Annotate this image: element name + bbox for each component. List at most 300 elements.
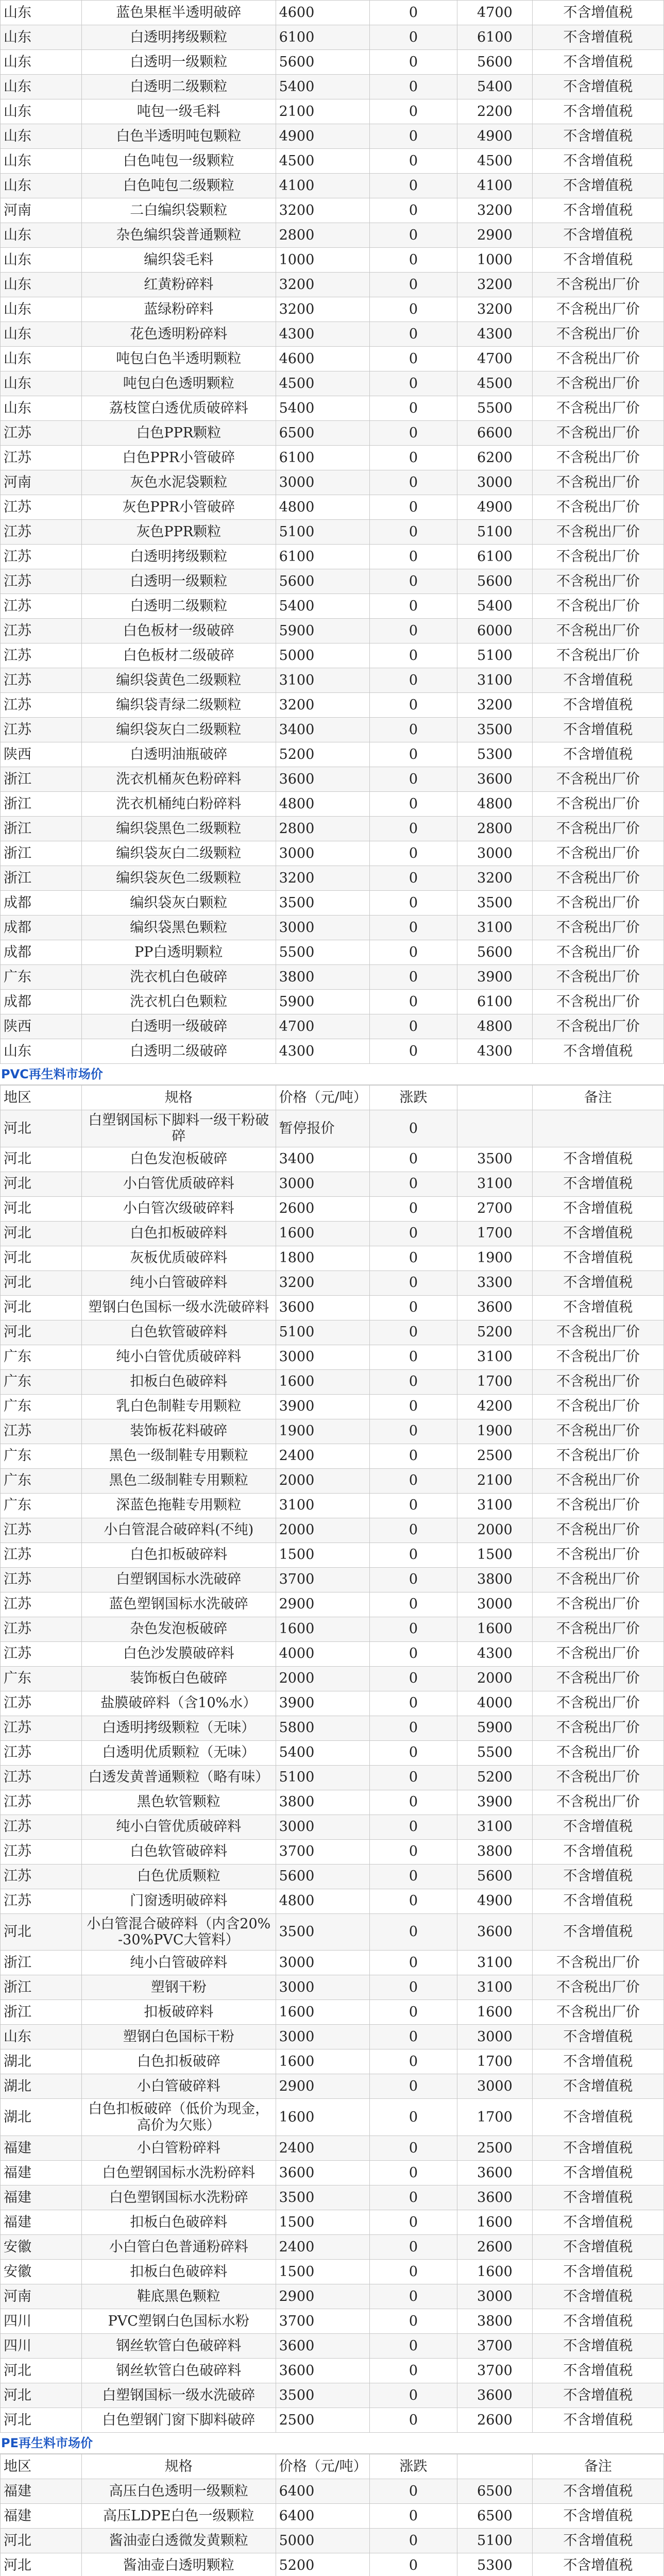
price-cell: 2900	[276, 1592, 369, 1617]
spec-cell: 小白管次级破碎料	[81, 1196, 276, 1221]
ref-price-cell: 4100	[457, 174, 532, 198]
region-cell: 山东	[1, 248, 82, 273]
ref-price-cell	[457, 1110, 532, 1147]
note-cell: 不含税出厂价	[532, 594, 663, 619]
table-row	[1, 520, 664, 545]
note-cell: 不含税出厂价	[532, 273, 663, 297]
spec-cell: 塑钢白色国标干粉	[81, 2025, 276, 2049]
change-cell: 0	[369, 198, 457, 223]
ref-price-cell: 5500	[457, 1740, 532, 1765]
price-cell: 3000	[276, 1951, 369, 1975]
price-cell: 2900	[276, 2074, 369, 2099]
ref-price-cell: 4700	[457, 347, 532, 371]
spec-cell: 黑色二级制鞋专用颗粒	[81, 1468, 276, 1493]
spec-cell: 小白管混合破碎料（内含20%-30%PVC大管料）	[81, 1913, 276, 1951]
price-cell: 3600	[276, 767, 369, 792]
ref-price-cell: 3200	[457, 297, 532, 322]
region-cell: 江苏	[1, 1815, 82, 1839]
spec-cell: 扣板白色破碎料	[81, 2259, 276, 2284]
note-cell: 不含税出厂价	[532, 1345, 663, 1369]
spec-cell: 高压白色透明一级颗粒	[81, 2479, 276, 2503]
ref-price-cell: 5400	[457, 594, 532, 619]
region-cell: 广东	[1, 965, 82, 990]
spec-cell: 白透明二级破碎	[81, 1039, 276, 1064]
ref-price-cell: 3500	[457, 718, 532, 742]
ref-price-cell: 5600	[457, 50, 532, 75]
table-row	[1, 2383, 664, 2408]
ref-price-cell: 2000	[457, 1666, 532, 1691]
note-cell: 不含税出厂价	[532, 347, 663, 371]
price-cell: 1600	[276, 2000, 369, 2025]
change-cell: 0	[369, 1617, 457, 1641]
table-row	[1, 1543, 664, 1567]
ref-price-cell: 3000	[457, 1592, 532, 1617]
spec-cell: 塑钢干粉	[81, 1975, 276, 2000]
price-cell: 3200	[276, 866, 369, 891]
spec-cell: 杂色编织袋普通颗粒	[81, 223, 276, 248]
spec-cell: 红黄粉碎料	[81, 273, 276, 297]
change-cell: 0	[369, 1975, 457, 2000]
spec-cell: 白透明油瓶破碎	[81, 742, 276, 767]
table-row	[1, 1765, 664, 1790]
change-cell: 0	[369, 1765, 457, 1790]
table-row	[1, 1617, 664, 1641]
ref-price-cell: 5300	[457, 742, 532, 767]
change-cell: 0	[369, 1246, 457, 1270]
table-row	[1, 273, 664, 297]
ref-price-cell: 3100	[457, 1975, 532, 2000]
ref-price-cell: 3100	[457, 1345, 532, 1369]
table-row	[1, 2553, 664, 2576]
price-cell: 5400	[276, 396, 369, 421]
ref-price-cell: 4000	[457, 1691, 532, 1716]
table-row	[1, 1369, 664, 1394]
price-cell: 4600	[276, 1, 369, 25]
price-cell: 5400	[276, 1740, 369, 1765]
note-cell: 不含税出厂价	[532, 1419, 663, 1444]
change-cell: 0	[369, 1740, 457, 1765]
ref-price-cell: 3800	[457, 2309, 532, 2333]
note-cell: 不含税出厂价	[532, 1716, 663, 1740]
price-cell: 4500	[276, 371, 369, 396]
spec-cell: 白塑钢国标水洗破碎	[81, 1567, 276, 1592]
note-cell: 不含税出厂价	[532, 1691, 663, 1716]
change-cell: 0	[369, 347, 457, 371]
change-cell: 0	[369, 1790, 457, 1815]
table-row	[1, 421, 664, 446]
note-cell: 不含税出厂价	[532, 470, 663, 495]
price-cell: 3800	[276, 1790, 369, 1815]
change-cell: 0	[369, 1691, 457, 1716]
note-cell: 不含增值税	[532, 99, 663, 124]
region-cell: 浙江	[1, 1975, 82, 2000]
table-row	[1, 668, 664, 693]
spec-cell: 白透明拷级颗粒（无味）	[81, 1716, 276, 1740]
price-cell: 4600	[276, 347, 369, 371]
change-cell: 0	[369, 2210, 457, 2234]
spec-cell: 编织袋灰白二级颗粒	[81, 718, 276, 742]
spec-cell: 蓝色塑钢国标水洗破碎	[81, 1592, 276, 1617]
note-cell: 不含税出厂价	[532, 940, 663, 965]
price-cell: 1600	[276, 1369, 369, 1394]
note-cell: 不含税出厂价	[532, 1790, 663, 1815]
note-cell: 不含增值税	[532, 2049, 663, 2074]
column-header: 涨跌	[369, 2454, 457, 2479]
ref-price-cell: 6100	[457, 25, 532, 50]
change-cell: 0	[369, 1014, 457, 1039]
price-cell: 3400	[276, 718, 369, 742]
table-row	[1, 742, 664, 767]
spec-cell: 吨包一级毛料	[81, 99, 276, 124]
ref-price-cell: 3100	[457, 1172, 532, 1196]
spec-cell: 杂色发泡板破碎	[81, 1617, 276, 1641]
region-cell: 江苏	[1, 1740, 82, 1765]
change-cell: 0	[369, 1270, 457, 1295]
note-cell: 不含增值税	[532, 668, 663, 693]
price-cell: 2500	[276, 2408, 369, 2432]
table-row	[1, 322, 664, 347]
spec-cell: 白色扣板破碎料	[81, 1543, 276, 1567]
note-cell: 不含增值税	[532, 2160, 663, 2185]
note-cell: 不含增值税	[532, 2185, 663, 2210]
price-cell: 6400	[276, 2479, 369, 2503]
note-cell: 不含税出厂价	[532, 446, 663, 470]
spec-cell: 白色沙发膜破碎料	[81, 1641, 276, 1666]
table-row	[1, 198, 664, 223]
table-row	[1, 718, 664, 742]
change-cell: 0	[369, 371, 457, 396]
region-cell: 河北	[1, 2358, 82, 2383]
region-cell: 江苏	[1, 1790, 82, 1815]
note-cell: 不含增值税	[532, 2503, 663, 2528]
spec-cell: 编织袋灰色二级颗粒	[81, 866, 276, 891]
price-cell: 3000	[276, 1975, 369, 2000]
spec-cell: 白透明一级颗粒	[81, 569, 276, 594]
table-row	[1, 1295, 664, 1320]
note-cell: 不含增值税	[532, 50, 663, 75]
ref-price-cell: 3600	[457, 1295, 532, 1320]
price-cell: 5600	[276, 569, 369, 594]
ref-price-cell: 2700	[457, 1196, 532, 1221]
spec-cell: 白色塑钢国标水洗粉碎	[81, 2185, 276, 2210]
section-title: PVC再生料市场价	[0, 1064, 664, 1085]
region-cell: 河北	[1, 1196, 82, 1221]
region-cell: 广东	[1, 1444, 82, 1468]
spec-cell: 白色扣板破碎料	[81, 1221, 276, 1246]
region-cell: 四川	[1, 2333, 82, 2358]
note-cell: 不含税出厂价	[532, 1320, 663, 1345]
region-cell: 成都	[1, 990, 82, 1014]
change-cell: 0	[369, 2503, 457, 2528]
price-cell: 2600	[276, 1196, 369, 1221]
region-cell: 江苏	[1, 1518, 82, 1543]
note-cell: 不含增值税	[532, 1221, 663, 1246]
change-cell: 0	[369, 2358, 457, 2383]
ref-price-cell: 4800	[457, 1014, 532, 1039]
note-cell: 不含税出厂价	[532, 1740, 663, 1765]
price-cell: 3000	[276, 1345, 369, 1369]
change-cell: 0	[369, 965, 457, 990]
change-cell: 0	[369, 940, 457, 965]
price-cell: 5200	[276, 742, 369, 767]
ref-price-cell: 4900	[457, 495, 532, 520]
table-row	[1, 174, 664, 198]
change-cell: 0	[369, 619, 457, 643]
region-cell: 湖北	[1, 2074, 82, 2099]
table-row	[1, 2210, 664, 2234]
spec-cell: 小白管白色普通粉碎料	[81, 2234, 276, 2259]
region-cell: 山东	[1, 347, 82, 371]
ref-price-cell: 5400	[457, 75, 532, 99]
ref-price-cell: 2900	[457, 223, 532, 248]
table-row	[1, 396, 664, 421]
price-cell: 3500	[276, 2383, 369, 2408]
region-cell: 山东	[1, 273, 82, 297]
note-cell: 不含税出厂价	[532, 817, 663, 841]
ref-price-cell: 3800	[457, 1567, 532, 1592]
note-cell: 不含税出厂价	[532, 891, 663, 916]
price-cell: 1500	[276, 1543, 369, 1567]
region-cell: 山东	[1, 25, 82, 50]
note-cell: 不含增值税	[532, 25, 663, 50]
spec-cell: 灰色PPR小管破碎	[81, 495, 276, 520]
change-cell: 0	[369, 2234, 457, 2259]
region-cell: 江苏	[1, 495, 82, 520]
note-cell: 不含税出厂价	[532, 916, 663, 940]
table-row	[1, 50, 664, 75]
region-cell: 河北	[1, 1270, 82, 1295]
price-cell: 2800	[276, 223, 369, 248]
change-cell: 0	[369, 2136, 457, 2160]
change-cell: 0	[369, 1196, 457, 1221]
price-cell: 3500	[276, 891, 369, 916]
region-cell: 江苏	[1, 1716, 82, 1740]
spec-cell: 荔枝筐白透优质破碎料	[81, 396, 276, 421]
change-cell: 0	[369, 1147, 457, 1172]
note-cell: 不含增值税	[532, 1172, 663, 1196]
price-cell: 3100	[276, 1493, 369, 1518]
spec-cell: 编织袋毛料	[81, 248, 276, 273]
spec-cell: 白透明一级颗粒	[81, 50, 276, 75]
note-cell: 不含增值税	[532, 1196, 663, 1221]
region-cell: 山东	[1, 124, 82, 149]
region-cell: 浙江	[1, 767, 82, 792]
ref-price-cell: 3200	[457, 693, 532, 718]
region-cell: 江苏	[1, 1543, 82, 1567]
column-header: 备注	[532, 2454, 663, 2479]
price-cell: 4000	[276, 1641, 369, 1666]
change-cell: 0	[369, 396, 457, 421]
spec-cell: 白透明拷级颗粒	[81, 25, 276, 50]
ref-price-cell: 3300	[457, 1270, 532, 1295]
table-row	[1, 1320, 664, 1345]
price-cell: 5000	[276, 643, 369, 668]
change-cell: 0	[369, 891, 457, 916]
note-cell: 不含增值税	[532, 1147, 663, 1172]
price-cell: 2000	[276, 1666, 369, 1691]
price-cell: 3500	[276, 2185, 369, 2210]
price-cell: 5200	[276, 2553, 369, 2576]
spec-cell: 钢丝软管白色破碎料	[81, 2358, 276, 2383]
region-cell: 江苏	[1, 594, 82, 619]
price-cell: 1900	[276, 1419, 369, 1444]
change-cell: 0	[369, 99, 457, 124]
region-cell: 成都	[1, 916, 82, 940]
region-cell: 江苏	[1, 1641, 82, 1666]
spec-cell: 小白管优质破碎料	[81, 1172, 276, 1196]
spec-cell: 灰板优质破碎料	[81, 1246, 276, 1270]
region-cell: 山东	[1, 297, 82, 322]
price-cell: 5400	[276, 594, 369, 619]
table-row	[1, 545, 664, 569]
ref-price-cell: 3100	[457, 668, 532, 693]
price-cell: 5600	[276, 1864, 369, 1889]
price-cell: 3200	[276, 1270, 369, 1295]
note-cell: 不含税出厂价	[532, 396, 663, 421]
spec-cell: 白色软管破碎料	[81, 1839, 276, 1864]
price-cell: 5500	[276, 940, 369, 965]
price-cell: 3200	[276, 297, 369, 322]
change-cell: 0	[369, 866, 457, 891]
spec-cell: 小白管粉碎料	[81, 2136, 276, 2160]
region-cell: 江苏	[1, 1839, 82, 1864]
change-cell: 0	[369, 1320, 457, 1345]
region-cell: 山东	[1, 2025, 82, 2049]
price-cell: 3200	[276, 273, 369, 297]
change-cell: 0	[369, 1444, 457, 1468]
region-cell: 山东	[1, 1039, 82, 1064]
ref-price-cell: 4300	[457, 1641, 532, 1666]
change-cell: 0	[369, 1889, 457, 1913]
spec-cell: PP白透明颗粒	[81, 940, 276, 965]
note-cell: 不含税出厂价	[532, 545, 663, 569]
price-cell: 3200	[276, 693, 369, 718]
note-cell: 不含增值税	[532, 1295, 663, 1320]
price-cell: 2400	[276, 2136, 369, 2160]
spec-cell: 纯小白管破碎料	[81, 1951, 276, 1975]
note-cell: 不含增值税	[532, 1246, 663, 1270]
region-cell: 四川	[1, 2309, 82, 2333]
region-cell: 广东	[1, 1345, 82, 1369]
table-row	[1, 619, 664, 643]
ref-price-cell: 6500	[457, 2479, 532, 2503]
ref-price-cell: 1700	[457, 2049, 532, 2074]
change-cell: 0	[369, 1039, 457, 1064]
region-cell: 江苏	[1, 1765, 82, 1790]
region-cell: 山东	[1, 371, 82, 396]
ref-price-cell: 5100	[457, 520, 532, 545]
ref-price-cell: 6500	[457, 2503, 532, 2528]
region-cell: 湖北	[1, 2049, 82, 2074]
change-cell: 0	[369, 2479, 457, 2503]
ref-price-cell: 6100	[457, 545, 532, 569]
column-header	[457, 1086, 532, 1110]
table-row	[1, 2000, 664, 2025]
price-cell: 4700	[276, 1014, 369, 1039]
table-row	[1, 1815, 664, 1839]
note-cell: 不含税出厂价	[532, 1975, 663, 2000]
price-cell: 1600	[276, 1617, 369, 1641]
change-cell: 0	[369, 594, 457, 619]
change-cell: 0	[369, 446, 457, 470]
note-cell: 不含税出厂价	[532, 1444, 663, 1468]
region-cell: 江苏	[1, 569, 82, 594]
change-cell: 0	[369, 248, 457, 273]
note-cell: 不含增值税	[532, 2528, 663, 2553]
ref-price-cell: 3600	[457, 1913, 532, 1951]
note-cell	[532, 1110, 663, 1147]
ref-price-cell: 6100	[457, 990, 532, 1014]
ref-price-cell: 5500	[457, 396, 532, 421]
price-cell: 4300	[276, 1039, 369, 1064]
ref-price-cell: 3800	[457, 1839, 532, 1864]
change-cell: 0	[369, 495, 457, 520]
price-cell: 5000	[276, 2528, 369, 2553]
table-row	[1, 916, 664, 940]
region-cell: 浙江	[1, 866, 82, 891]
region-cell: 福建	[1, 2185, 82, 2210]
region-cell: 山东	[1, 396, 82, 421]
price-cell: 6500	[276, 421, 369, 446]
change-cell: 0	[369, 1716, 457, 1740]
region-cell: 山东	[1, 1, 82, 25]
ref-price-cell: 3000	[457, 2025, 532, 2049]
column-header: 价格（元/吨）	[276, 2454, 369, 2479]
change-cell: 0	[369, 2185, 457, 2210]
change-cell: 0	[369, 1913, 457, 1951]
change-cell: 0	[369, 718, 457, 742]
table-row	[1, 1345, 664, 1369]
price-cell: 4800	[276, 495, 369, 520]
spec-cell: 白色软管破碎料	[81, 1320, 276, 1345]
region-cell: 福建	[1, 2503, 82, 2528]
region-cell: 江苏	[1, 643, 82, 668]
note-cell: 不含增值税	[532, 718, 663, 742]
change-cell: 0	[369, 297, 457, 322]
note-cell: 不含税出厂价	[532, 1369, 663, 1394]
spec-cell: 白色吨包二级颗粒	[81, 174, 276, 198]
change-cell: 0	[369, 75, 457, 99]
region-cell: 福建	[1, 2136, 82, 2160]
spec-cell: 白色板材一级破碎	[81, 619, 276, 643]
region-cell: 河南	[1, 2284, 82, 2309]
table-row	[1, 940, 664, 965]
price-cell: 3000	[276, 916, 369, 940]
table-row	[1, 2408, 664, 2432]
ref-price-cell: 2800	[457, 817, 532, 841]
change-cell: 0	[369, 421, 457, 446]
change-cell: 0	[369, 643, 457, 668]
spec-cell: 蓝绿粉碎料	[81, 297, 276, 322]
table-row	[1, 569, 664, 594]
spec-cell: 酱油壶白透明颗粒	[81, 2553, 276, 2576]
price-cell: 5600	[276, 50, 369, 75]
spec-cell: 白色吨包一级颗粒	[81, 149, 276, 174]
region-cell: 山东	[1, 223, 82, 248]
column-header	[457, 2454, 532, 2479]
note-cell: 不含税出厂价	[532, 569, 663, 594]
note-cell: 不含税出厂价	[532, 1518, 663, 1543]
price-cell: 1600	[276, 2049, 369, 2074]
table-row	[1, 2333, 664, 2358]
spec-cell: 扣板白色破碎料	[81, 2210, 276, 2234]
ref-price-cell: 2200	[457, 99, 532, 124]
note-cell: 不含税出厂价	[532, 1493, 663, 1518]
ref-price-cell: 3700	[457, 2333, 532, 2358]
table-row	[1, 891, 664, 916]
ref-price-cell: 4300	[457, 1039, 532, 1064]
spec-cell: 纯小白管破碎料	[81, 1270, 276, 1295]
